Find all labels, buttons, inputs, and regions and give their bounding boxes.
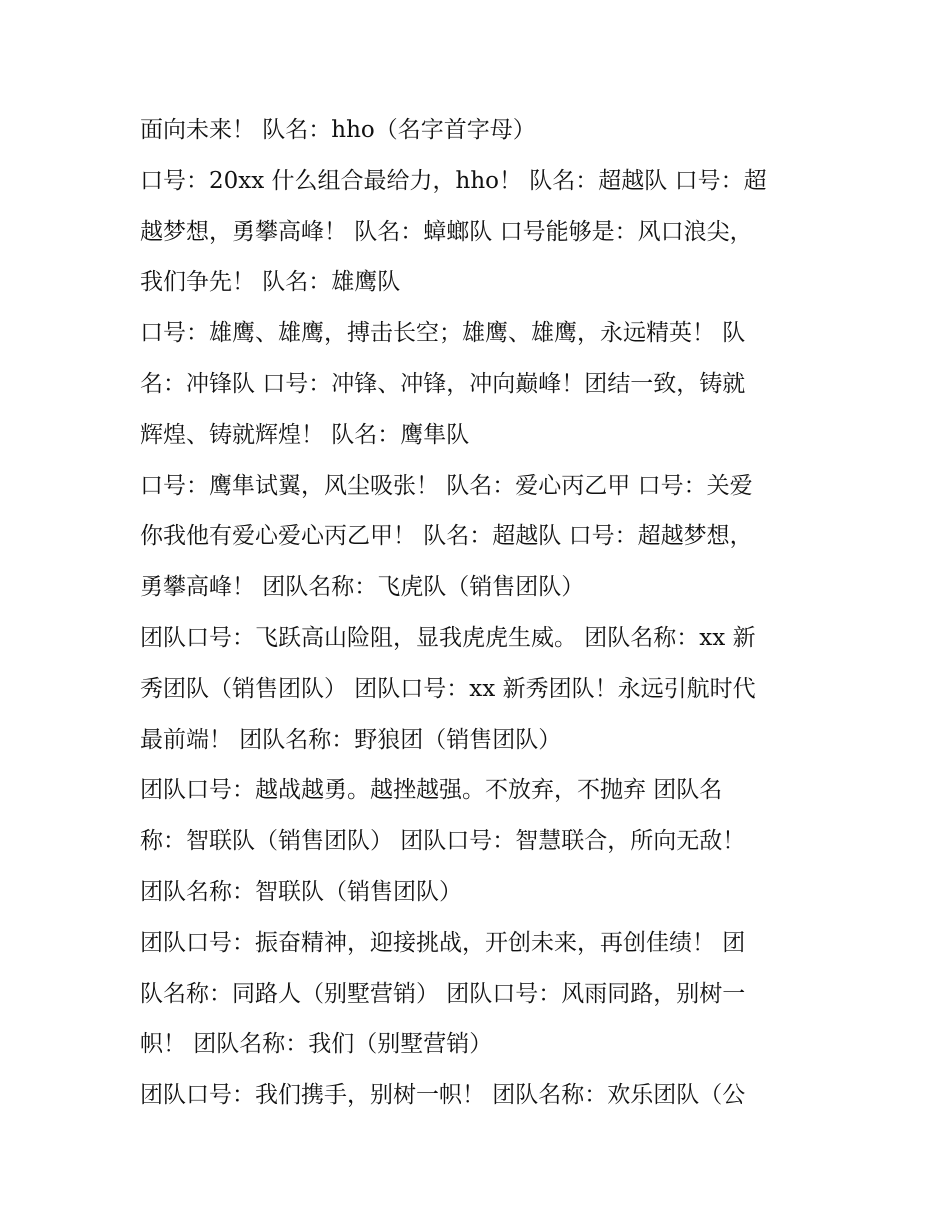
text-line: 名：冲锋队 口号：冲锋、冲锋，冲向巅峰！团结一致，铸就 [140, 370, 746, 397]
text-line: 团队口号：振奋精神，迎接挑战，开创未来，再创佳绩！ 团 [140, 929, 746, 956]
text-line: 称：智联队（销售团队） 团队口号：智慧联合，所向无敌！ [140, 828, 746, 855]
text-line: 队名称：同路人（别墅营销） 团队口号：风雨同路，别树一 [140, 980, 746, 1007]
text-line: 辉煌、铸就辉煌！ 队名：鹰隼队 [140, 421, 470, 448]
text-line: 最前端！ 团队名称：野狼团（销售团队） [140, 726, 562, 753]
text-line: 帜！ 团队名称：我们（别墅营销） [140, 1031, 493, 1058]
text-line: 我们争先！ 队名：雄鹰队 [140, 269, 401, 296]
document-body [140, 105, 820, 1121]
text-line: 面向未来！ 队名：hho（名字首字母） [140, 117, 536, 143]
text-line: 秀团队（销售团队） 团队口号：xx 新秀团队！永远引航时代 [140, 675, 756, 702]
text-line: 团队名称：智联队（销售团队） [140, 878, 462, 905]
text-line: 越梦想，勇攀高峰！ 队名：蟑螂队 口号能够是：风口浪尖， [140, 218, 753, 245]
text-line: 团队口号：我们携手，别树一帜！ 团队名称：欢乐团队（公 [140, 1082, 746, 1109]
text-line: 你我他有爱心爱心丙乙甲！ 队名：超越队 口号：超越梦想， [140, 523, 753, 550]
text-line: 团队口号：越战越勇。越挫越强。不放弃，不抛弃 团队名 [140, 777, 723, 804]
text-line: 勇攀高峰！ 团队名称：飞虎队（销售团队） [140, 574, 585, 601]
text-line: 口号：鹰隼试翼，风尘吸张！ 队名：爱心丙乙甲 口号：关爱 [140, 472, 753, 499]
text-line: 团队口号：飞跃高山险阻，显我虎虎生威。 团队名称：xx 新 [140, 624, 756, 651]
text-line: 口号：20xx 什么组合最给力，hho！ 队名：超越队 口号：超 [140, 167, 767, 194]
text-line: 口号：雄鹰、雄鹰，搏击长空；雄鹰、雄鹰，永远精英！ 队 [140, 320, 746, 347]
